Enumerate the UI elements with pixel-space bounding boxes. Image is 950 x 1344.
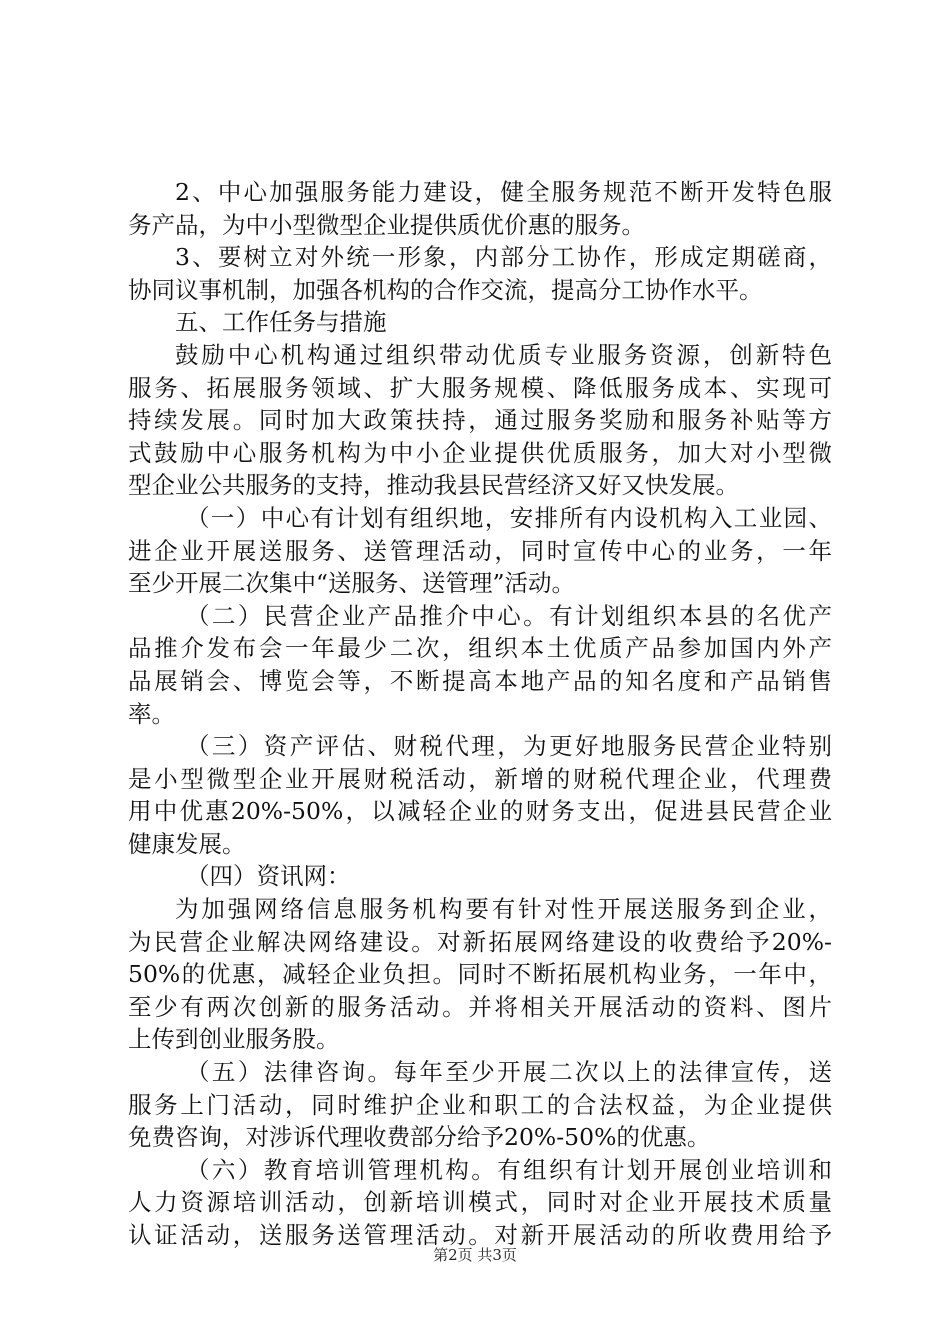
text-line: 上传到创业服务股。	[128, 1025, 340, 1054]
paragraph	[128, 502, 832, 600]
text-line: 2、中心加强服务能力建设，健全服务规范不断开发特色服	[175, 178, 832, 206]
text-line: 型企业公共服务的支持，推动我县民营经济又好又快发展。	[128, 471, 739, 500]
paragraph	[128, 1154, 832, 1252]
text-line: 至少开展二次集中“送服务、送管理”活动。	[128, 569, 576, 598]
text-line: 持续发展。同时加大政策扶持，通过服务奖励和服务补贴等方	[128, 406, 832, 435]
page-footer: 第2页 共3页	[433, 1246, 517, 1264]
text-line: （二）民营企业产品推介中心。有计划组织本县的名优产	[186, 601, 832, 630]
paragraph	[128, 730, 832, 860]
text-line: 用中优惠20%-50%，以减轻企业的财务支出，促进县民营企业	[128, 797, 832, 826]
text-line: （四）资讯网：	[186, 862, 351, 891]
text-line: 至少有两次创新的服务活动。并将相关开展活动的资料、图片	[128, 992, 832, 1021]
text-line: 是小型微型企业开展财税活动，新增的财税代理企业，代理费	[128, 764, 832, 793]
paragraph	[128, 1056, 832, 1154]
paragraph	[128, 339, 832, 502]
text-line: 品展销会、博览会等，不断提高本地产品的知名度和产品销售	[128, 666, 832, 695]
text-line: 认证活动，送服务送管理活动。对新开展活动的所收费用给予	[128, 1221, 832, 1249]
text-line: 务产品，为中小型微型企业提供质优价惠的服务。	[128, 210, 645, 239]
text-line: 人力资源培训活动，创新培训模式，同时对企业开展技术质量	[128, 1188, 832, 1217]
text-line: 服务、拓展服务领域、扩大服务规模、降低服务成本、实现可	[128, 373, 832, 402]
paragraph	[128, 241, 832, 306]
text-line: 五、工作任务与措施	[175, 308, 387, 337]
text-line: 为加强网络信息服务机构要有针对性开展送服务到企业，	[175, 895, 832, 924]
text-line: 为民营企业解决网络建设。对新拓展网络建设的收费给予20%-	[128, 927, 832, 956]
text-line: 鼓励中心机构通过组织带动优质专业服务资源，创新特色	[175, 340, 832, 369]
text-line: 健康发展。	[128, 829, 246, 858]
text-line: 3、要树立对外统一形象，内部分工协作，形成定期磋商，	[175, 243, 832, 272]
text-line: 品推介发布会一年最少二次，组织本土优质产品参加国内外产	[128, 634, 832, 663]
text-line: （六）教育培训管理机构。有组织有计划开展创业培训和	[186, 1155, 832, 1184]
text-line: （一）中心有计划有组织地，安排所有内设机构入工业园、	[186, 503, 832, 532]
text-line: 率。	[128, 699, 175, 728]
paragraph	[128, 306, 832, 339]
paragraph	[128, 860, 832, 893]
text-line: 免费咨询，对涉诉代理收费部分给予20%-50%的优惠。	[128, 1123, 711, 1152]
text-line: 进企业开展送服务、送管理活动，同时宣传中心的业务，一年	[128, 536, 832, 565]
text-line: （三）资产评估、财税代理，为更好地服务民营企业特别	[186, 732, 832, 761]
text-line: 服务上门活动，同时维护企业和职工的合法权益，为企业提供	[128, 1090, 832, 1119]
paragraph	[128, 893, 832, 1056]
text-line: 式鼓励中心服务机构为中小企业提供优质服务，加大对小型微	[128, 438, 832, 467]
text-line: （五）法律咨询。每年至少开展二次以上的法律宣传，送	[186, 1058, 832, 1087]
text-line: 协同议事机制，加强各机构的合作交流，提高分工协作水平。	[128, 275, 763, 304]
document-body	[128, 176, 832, 1252]
paragraph	[128, 600, 832, 730]
text-line: 50%的优惠，减轻企业负担。同时不断拓展机构业务，一年中，	[128, 960, 832, 989]
paragraph	[128, 176, 832, 241]
